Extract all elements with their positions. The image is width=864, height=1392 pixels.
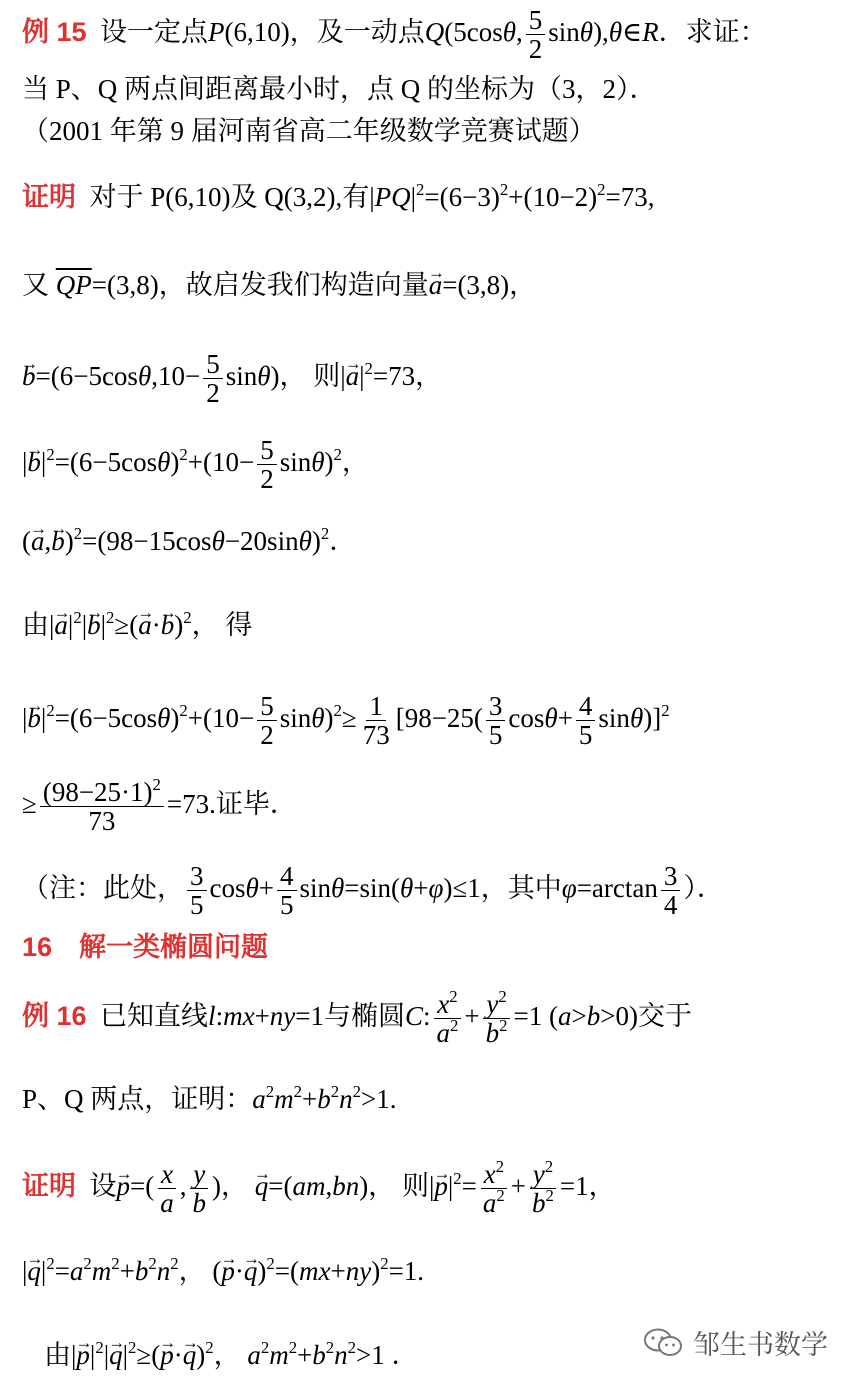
ex15-vector-b: → b=(6−5cosθ,10− $\frac{5}{2}$ sinθ)， 则|→ $a|^2=73$， bbox=[22, 350, 442, 408]
ex16-proof-tag: 证明 bbox=[22, 1171, 76, 1202]
ex15-inequality: 由|→ $a|^2|\to b|^2\ge(\to a\cdot\to b)^2$， 得 bbox=[22, 608, 252, 642]
ex15-problem: 例 15 设一定点P(6,10)，及一动点Q(5cosθ, $\frac{5}{2}$ sinθ),θ∈R．求证： bbox=[22, 5, 767, 65]
ex16-tag: 例 16 bbox=[22, 1001, 87, 1032]
ex16-conclusion: 由|→ $p|^2|\to q|^2\ge(\to p\cdot\to q)^2$， $a^2m^2+b^2n^2>1$ ． bbox=[44, 1338, 419, 1372]
watermark bbox=[643, 1323, 828, 1362]
ex16-line2: P、Q 两点，证明：$a^2m^2+b^2n^2>1$. bbox=[22, 1082, 397, 1114]
ex15-line2: 当 P、Q 两点间距离最小时，点 Q 的坐标为（3，2）． bbox=[22, 74, 657, 104]
ex15-source: （2001 年第 9 届河南省高二年级数学竞赛试题） bbox=[22, 116, 596, 146]
ex15-proof-tag: 证明 bbox=[22, 182, 76, 212]
ex16-q-modulus: |→ $q|^2=a^2m^2+b^2n^2$， (→ $p\cdot\to q)^2=(mx+ny)^2=1$. bbox=[22, 1254, 424, 1288]
ex15-b-modulus: |→ $b|^2=(6-5\cos\theta)^2+(10-$ $\frac{5}{2}$ sinθ)$^2$， bbox=[22, 436, 369, 494]
section-16-title: 16 解一类椭圆问题 bbox=[22, 932, 269, 962]
ex16-problem: 例 16 已知直线l:mx+ny=1与椭圆C: $\frac{x^2}{a^2}$ + $\frac{y^2}{b^2}$ =1 (a>b>0)交于 bbox=[22, 987, 692, 1049]
ex15-ab-square: (→ $a,\to b)^2=(98-15\cos\theta-20\sin\theta)^2$． bbox=[22, 524, 356, 558]
ex15-chain: |→ $b|^2=(6-5\cos\theta)^2+(10-$ $\frac{5}{2}$ sinθ)$^2$≥ $\frac{1}{73}$ [98−25( $\frac{3}{5}$ cosθ+ $\frac{4}{5}$ sinθ)]$^2$ bbox=[22, 692, 670, 750]
ex15-note: （注：此处， $\frac{3}{5}$ cosθ+ $\frac{4}{5}$ sinθ=sin(θ+φ)≤1，其中φ=arctan $\frac{3}{4}$ ）． bbox=[22, 861, 724, 921]
ex15-result: ≥ $\frac{(98-25\cdot 1)^2}{73}$ =73.证毕． bbox=[22, 775, 297, 837]
ex15-proof-line1: 证明 对于 P(6,10)及 Q(3,2),有$|PQ|^2=(6-3)^2+(10-2)^2=73$, bbox=[22, 180, 655, 212]
ex15-proof-line2: 又 $\overline{QP}=(3,8)$，故启发我们构造向量→ a=(3,8)， bbox=[22, 268, 536, 302]
ex16-proof-line1: 证明 设→ p=( $\frac{x}{a}$ , $\frac{y}{b}$ )， → q=(am,bn)， 则|→ $p|^2=$ $\frac{x^2}{a^2}$ + $\frac{y^2}{b^2}$ =1， bbox=[22, 1160, 616, 1218]
watermark-text: 邹生书数学 bbox=[693, 1330, 828, 1361]
wechat-icon bbox=[643, 1327, 683, 1359]
ex15-tag: 例 15 bbox=[22, 17, 87, 48]
